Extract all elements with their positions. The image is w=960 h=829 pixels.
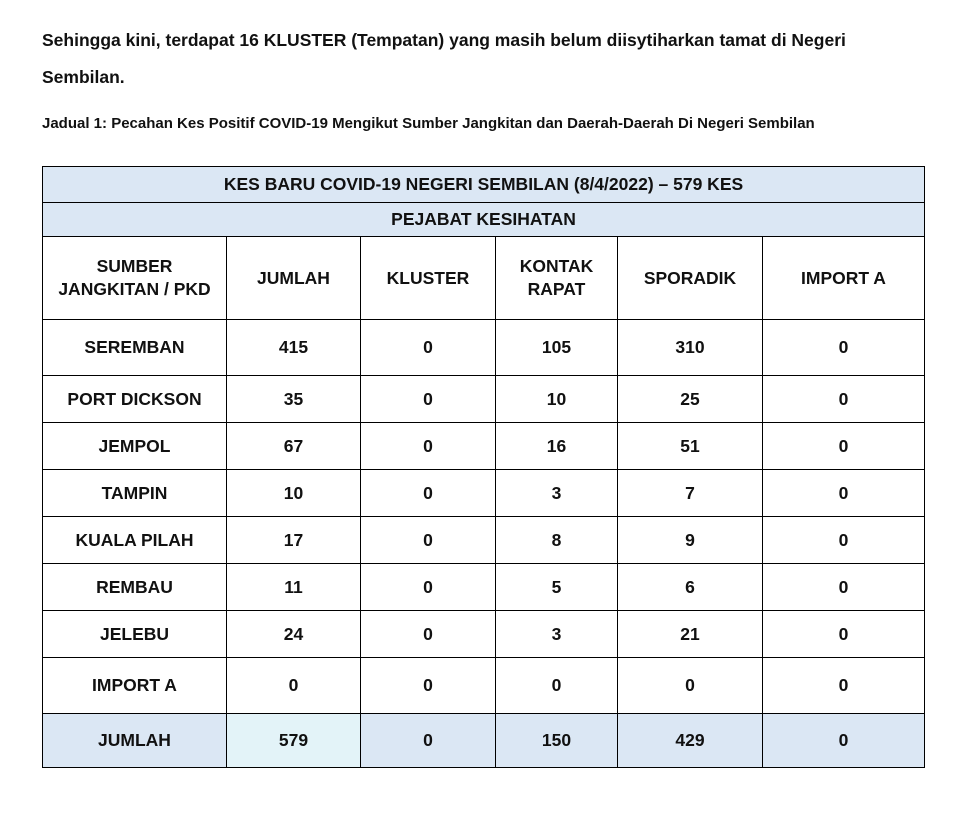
table-cell: 25 — [618, 376, 763, 423]
table-cell: SEREMBAN — [43, 320, 227, 376]
total-cell: 0 — [361, 714, 496, 768]
table-row — [43, 658, 925, 714]
table-cell: 0 — [361, 320, 496, 376]
table-cell: 0 — [763, 376, 925, 423]
table-cell: 0 — [763, 517, 925, 564]
total-cell: 429 — [618, 714, 763, 768]
table-cell: 16 — [496, 423, 618, 470]
table-cell: 35 — [227, 376, 361, 423]
table-header-row — [43, 237, 925, 320]
total-label: JUMLAH — [43, 714, 227, 768]
total-cell: 0 — [763, 714, 925, 768]
table-cell: KUALA PILAH — [43, 517, 227, 564]
table-cell: 0 — [361, 423, 496, 470]
table-cell: 17 — [227, 517, 361, 564]
table-title-row — [43, 167, 925, 203]
table-cell: 0 — [227, 658, 361, 714]
table-cell: 0 — [361, 376, 496, 423]
table-cell: 11 — [227, 564, 361, 611]
column-header: IMPORT A — [763, 237, 925, 320]
table-row — [43, 320, 925, 376]
table-cell: IMPORT A — [43, 658, 227, 714]
table-cell: 0 — [361, 470, 496, 517]
table-cell: 10 — [496, 376, 618, 423]
column-header: KONTAK RAPAT — [496, 237, 618, 320]
table-subtitle-row — [43, 203, 925, 237]
column-header: SUMBER JANGKITAN / PKD — [43, 237, 227, 320]
intro-paragraph: Sehingga kini, terdapat 16 KLUSTER (Tempatan) yang masih belum diisytiharkan tamat di Negeri Sembilan. — [42, 30, 846, 87]
table-cell: 415 — [227, 320, 361, 376]
table-row — [43, 423, 925, 470]
table-subtitle: PEJABAT KESIHATAN — [43, 203, 925, 237]
table-caption: Jadual 1: Pecahan Kes Positif COVID-19 Mengikut Sumber Jangkitan dan Daerah-Daerah Di Negeri Sembilan — [42, 115, 815, 132]
table-cell: 8 — [496, 517, 618, 564]
table-row — [43, 517, 925, 564]
table-cell: 0 — [763, 423, 925, 470]
table-cell: 0 — [763, 470, 925, 517]
total-cell: 150 — [496, 714, 618, 768]
table-cell: 105 — [496, 320, 618, 376]
column-header: KLUSTER — [361, 237, 496, 320]
table-cell: 3 — [496, 611, 618, 658]
table-cell: TAMPIN — [43, 470, 227, 517]
table-cell: 0 — [361, 517, 496, 564]
table-row — [43, 564, 925, 611]
table-cell: 51 — [618, 423, 763, 470]
table-cell: REMBAU — [43, 564, 227, 611]
table-cell: 0 — [496, 658, 618, 714]
table-cell: 21 — [618, 611, 763, 658]
table-title: KES BARU COVID-19 NEGERI SEMBILAN (8/4/2022) – 579 KES — [43, 167, 925, 203]
table-total-row — [43, 714, 925, 768]
table-cell: 0 — [763, 320, 925, 376]
table-cell: JEMPOL — [43, 423, 227, 470]
table-cell: 3 — [496, 470, 618, 517]
table-cell: 0 — [361, 658, 496, 714]
table-cell: 9 — [618, 517, 763, 564]
table-cell: 67 — [227, 423, 361, 470]
table-row — [43, 611, 925, 658]
table-cell: 5 — [496, 564, 618, 611]
table-cell: 0 — [763, 611, 925, 658]
covid-cases-table — [42, 166, 925, 768]
table-cell: 0 — [361, 564, 496, 611]
table-cell: PORT DICKSON — [43, 376, 227, 423]
table-cell: JELEBU — [43, 611, 227, 658]
column-header: SPORADIK — [618, 237, 763, 320]
column-header: JUMLAH — [227, 237, 361, 320]
table-cell: 6 — [618, 564, 763, 611]
table-cell: 10 — [227, 470, 361, 517]
table-row — [43, 376, 925, 423]
table-cell: 0 — [361, 611, 496, 658]
table-cell: 7 — [618, 470, 763, 517]
table-cell: 310 — [618, 320, 763, 376]
table-cell: 0 — [618, 658, 763, 714]
table-cell: 24 — [227, 611, 361, 658]
table-cell: 0 — [763, 658, 925, 714]
total-cell: 579 — [227, 714, 361, 768]
table-row — [43, 470, 925, 517]
table-cell: 0 — [763, 564, 925, 611]
